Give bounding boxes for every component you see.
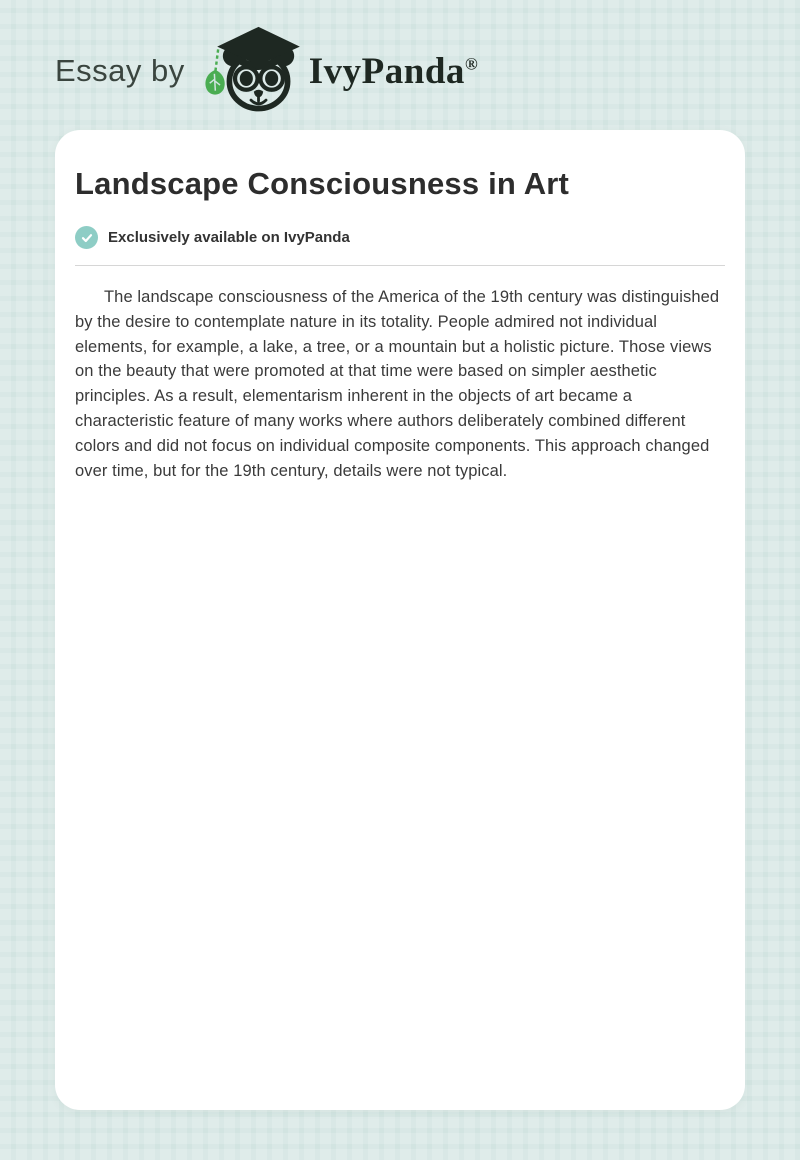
brand-name: IvyPanda <box>308 50 465 92</box>
essay-title: Landscape Consciousness in Art <box>75 166 570 201</box>
essay-card <box>55 130 745 1110</box>
registered-trademark: ® <box>464 54 479 74</box>
essay-body-text: The landscape consciousness of the America of the 19th century was distinguished by the desire to contemplate nature in its totality. People admired not individual elements, for example, a lake, a tree, or a mountain but a holistic picture. Those views on the beauty that were promoted at that time were based on simpler aesthetic principles. As a result, elementarism inherent in the objects of art became a characteristic feature of many works where authors deliberately combined different colors and did not focus on individual composite components. This approach changed over time, but for the 19th century, details were not typical. <box>75 288 720 480</box>
availability-badge <box>75 226 725 249</box>
essay-by-label: Essay by <box>55 53 185 88</box>
header <box>0 0 800 130</box>
brand-wordmark <box>309 50 478 93</box>
check-icon <box>75 226 98 249</box>
divider <box>75 265 725 266</box>
availability-label: Exclusively available on IvyPanda <box>108 229 350 246</box>
ivypanda-panda-logo-icon <box>199 25 303 117</box>
